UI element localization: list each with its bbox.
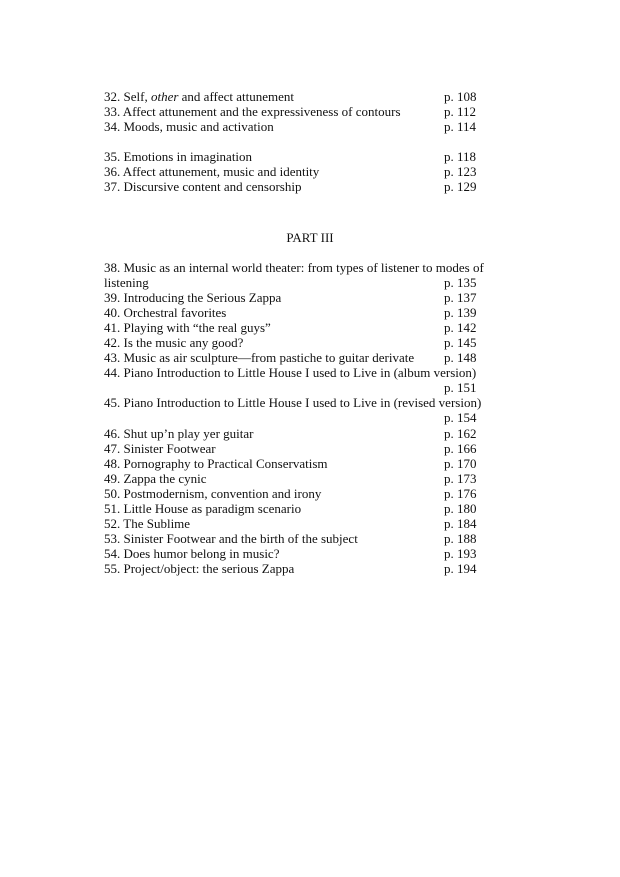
toc-entry xyxy=(104,561,524,576)
toc-entry-page: p. 151 xyxy=(444,380,477,395)
toc-entry-page: p. 154 xyxy=(444,410,477,425)
toc-entry-title: 37. Discursive content and censorship xyxy=(104,179,302,194)
toc-entry-title: 42. Is the music any good? xyxy=(104,335,244,350)
toc-entry xyxy=(104,456,524,471)
toc-entry-title: 40. Orchestral favorites xyxy=(104,305,227,320)
toc-entry-title: 47. Sinister Footwear xyxy=(104,441,216,456)
toc-entry xyxy=(104,395,524,410)
toc-entry-page: p. 145 xyxy=(444,335,477,350)
toc-entry xyxy=(104,275,524,290)
toc-entry-title: 45. Piano Introduction to Little House I used to Live in (revised version) xyxy=(104,395,482,410)
toc-entry xyxy=(104,380,524,395)
toc-entry-page: p. 142 xyxy=(444,320,477,335)
toc-entry-page: p. 118 xyxy=(444,149,477,164)
toc-entry-title: 52. The Sublime xyxy=(104,516,191,531)
toc-entry-title: listening xyxy=(104,275,149,290)
toc-entry-title: 53. Sinister Footwear and the birth of the subject xyxy=(104,531,358,546)
toc-entry-page: p. 184 xyxy=(444,516,477,531)
toc-entry-page: p. 170 xyxy=(444,456,477,471)
toc-entry-title: 34. Moods, music and activation xyxy=(104,119,274,134)
toc-entry-title: 51. Little House as paradigm scenario xyxy=(104,501,302,516)
toc-entry-title: 43. Music as air sculpture—from pastiche to guitar derivate xyxy=(104,350,415,365)
toc-entry xyxy=(104,441,524,456)
toc-entry xyxy=(104,335,524,350)
toc-entry-title: 41. Playing with “the real guys” xyxy=(104,320,271,335)
toc-entry-page: p. 108 xyxy=(444,89,477,104)
toc-entry xyxy=(104,179,524,194)
toc-entry xyxy=(104,89,524,104)
toc-entry xyxy=(104,149,524,164)
toc-entry xyxy=(104,260,524,275)
toc-entry xyxy=(104,104,524,119)
toc-entry-title: 44. Piano Introduction to Little House I used to Live in (album version) xyxy=(104,365,477,380)
toc-entry xyxy=(104,350,524,365)
toc-entry-page: p. 135 xyxy=(444,275,477,290)
toc-entry-page: p. 166 xyxy=(444,441,477,456)
toc-entry xyxy=(104,426,524,441)
toc-entry-page: p. 194 xyxy=(444,561,477,576)
toc-entry xyxy=(104,531,524,546)
toc-entry xyxy=(104,164,524,179)
toc-entry-title: 32. Self, other and affect attunement xyxy=(104,89,295,104)
toc-entry xyxy=(104,410,524,425)
toc-entry-page: p. 148 xyxy=(444,350,477,365)
toc-entry xyxy=(104,516,524,531)
toc-entry-page: p. 129 xyxy=(444,179,477,194)
toc-entry-title: 36. Affect attunement, music and identity xyxy=(104,164,320,179)
toc-entry-page: p. 188 xyxy=(444,531,477,546)
toc-entry-title: 39. Introducing the Serious Zappa xyxy=(104,290,282,305)
toc-entry xyxy=(104,546,524,561)
toc-entry-page: p. 139 xyxy=(444,305,477,320)
toc-entry xyxy=(104,119,524,134)
part-heading: PART III xyxy=(286,230,334,245)
toc-entry xyxy=(104,305,524,320)
toc-entry-page: p. 173 xyxy=(444,471,477,486)
toc-entry-page: p. 114 xyxy=(444,119,477,134)
toc-entry xyxy=(104,365,524,380)
toc-entry-page: p. 193 xyxy=(444,546,477,561)
toc-entry-title: 33. Affect attunement and the expressiveness of contours xyxy=(104,104,401,119)
toc-entry xyxy=(104,486,524,501)
toc-entry-page: p. 112 xyxy=(444,104,477,119)
toc-entry-title: 48. Pornography to Practical Conservatism xyxy=(104,456,328,471)
toc-entry-title: 35. Emotions in imagination xyxy=(104,149,253,164)
toc-entry-title: 46. Shut up’n play yer guitar xyxy=(104,426,254,441)
toc-entry-page: p. 180 xyxy=(444,501,477,516)
toc-entry-title: 54. Does humor belong in music? xyxy=(104,546,280,561)
toc-entry xyxy=(104,471,524,486)
toc-entry-title: 50. Postmodernism, convention and irony xyxy=(104,486,322,501)
toc-entry-page: p. 123 xyxy=(444,164,477,179)
toc-entry xyxy=(104,290,524,305)
toc-entry xyxy=(104,501,524,516)
toc-entry-title: 38. Music as an internal world theater: from types of listener to modes of xyxy=(104,260,484,275)
toc-entry-title: 49. Zappa the cynic xyxy=(104,471,207,486)
toc-entry xyxy=(104,320,524,335)
toc-entry-title: 55. Project/object: the serious Zappa xyxy=(104,561,295,576)
toc-entry-page: p. 162 xyxy=(444,426,477,441)
toc-entry-page: p. 137 xyxy=(444,290,477,305)
toc-entry-page: p. 176 xyxy=(444,486,477,501)
